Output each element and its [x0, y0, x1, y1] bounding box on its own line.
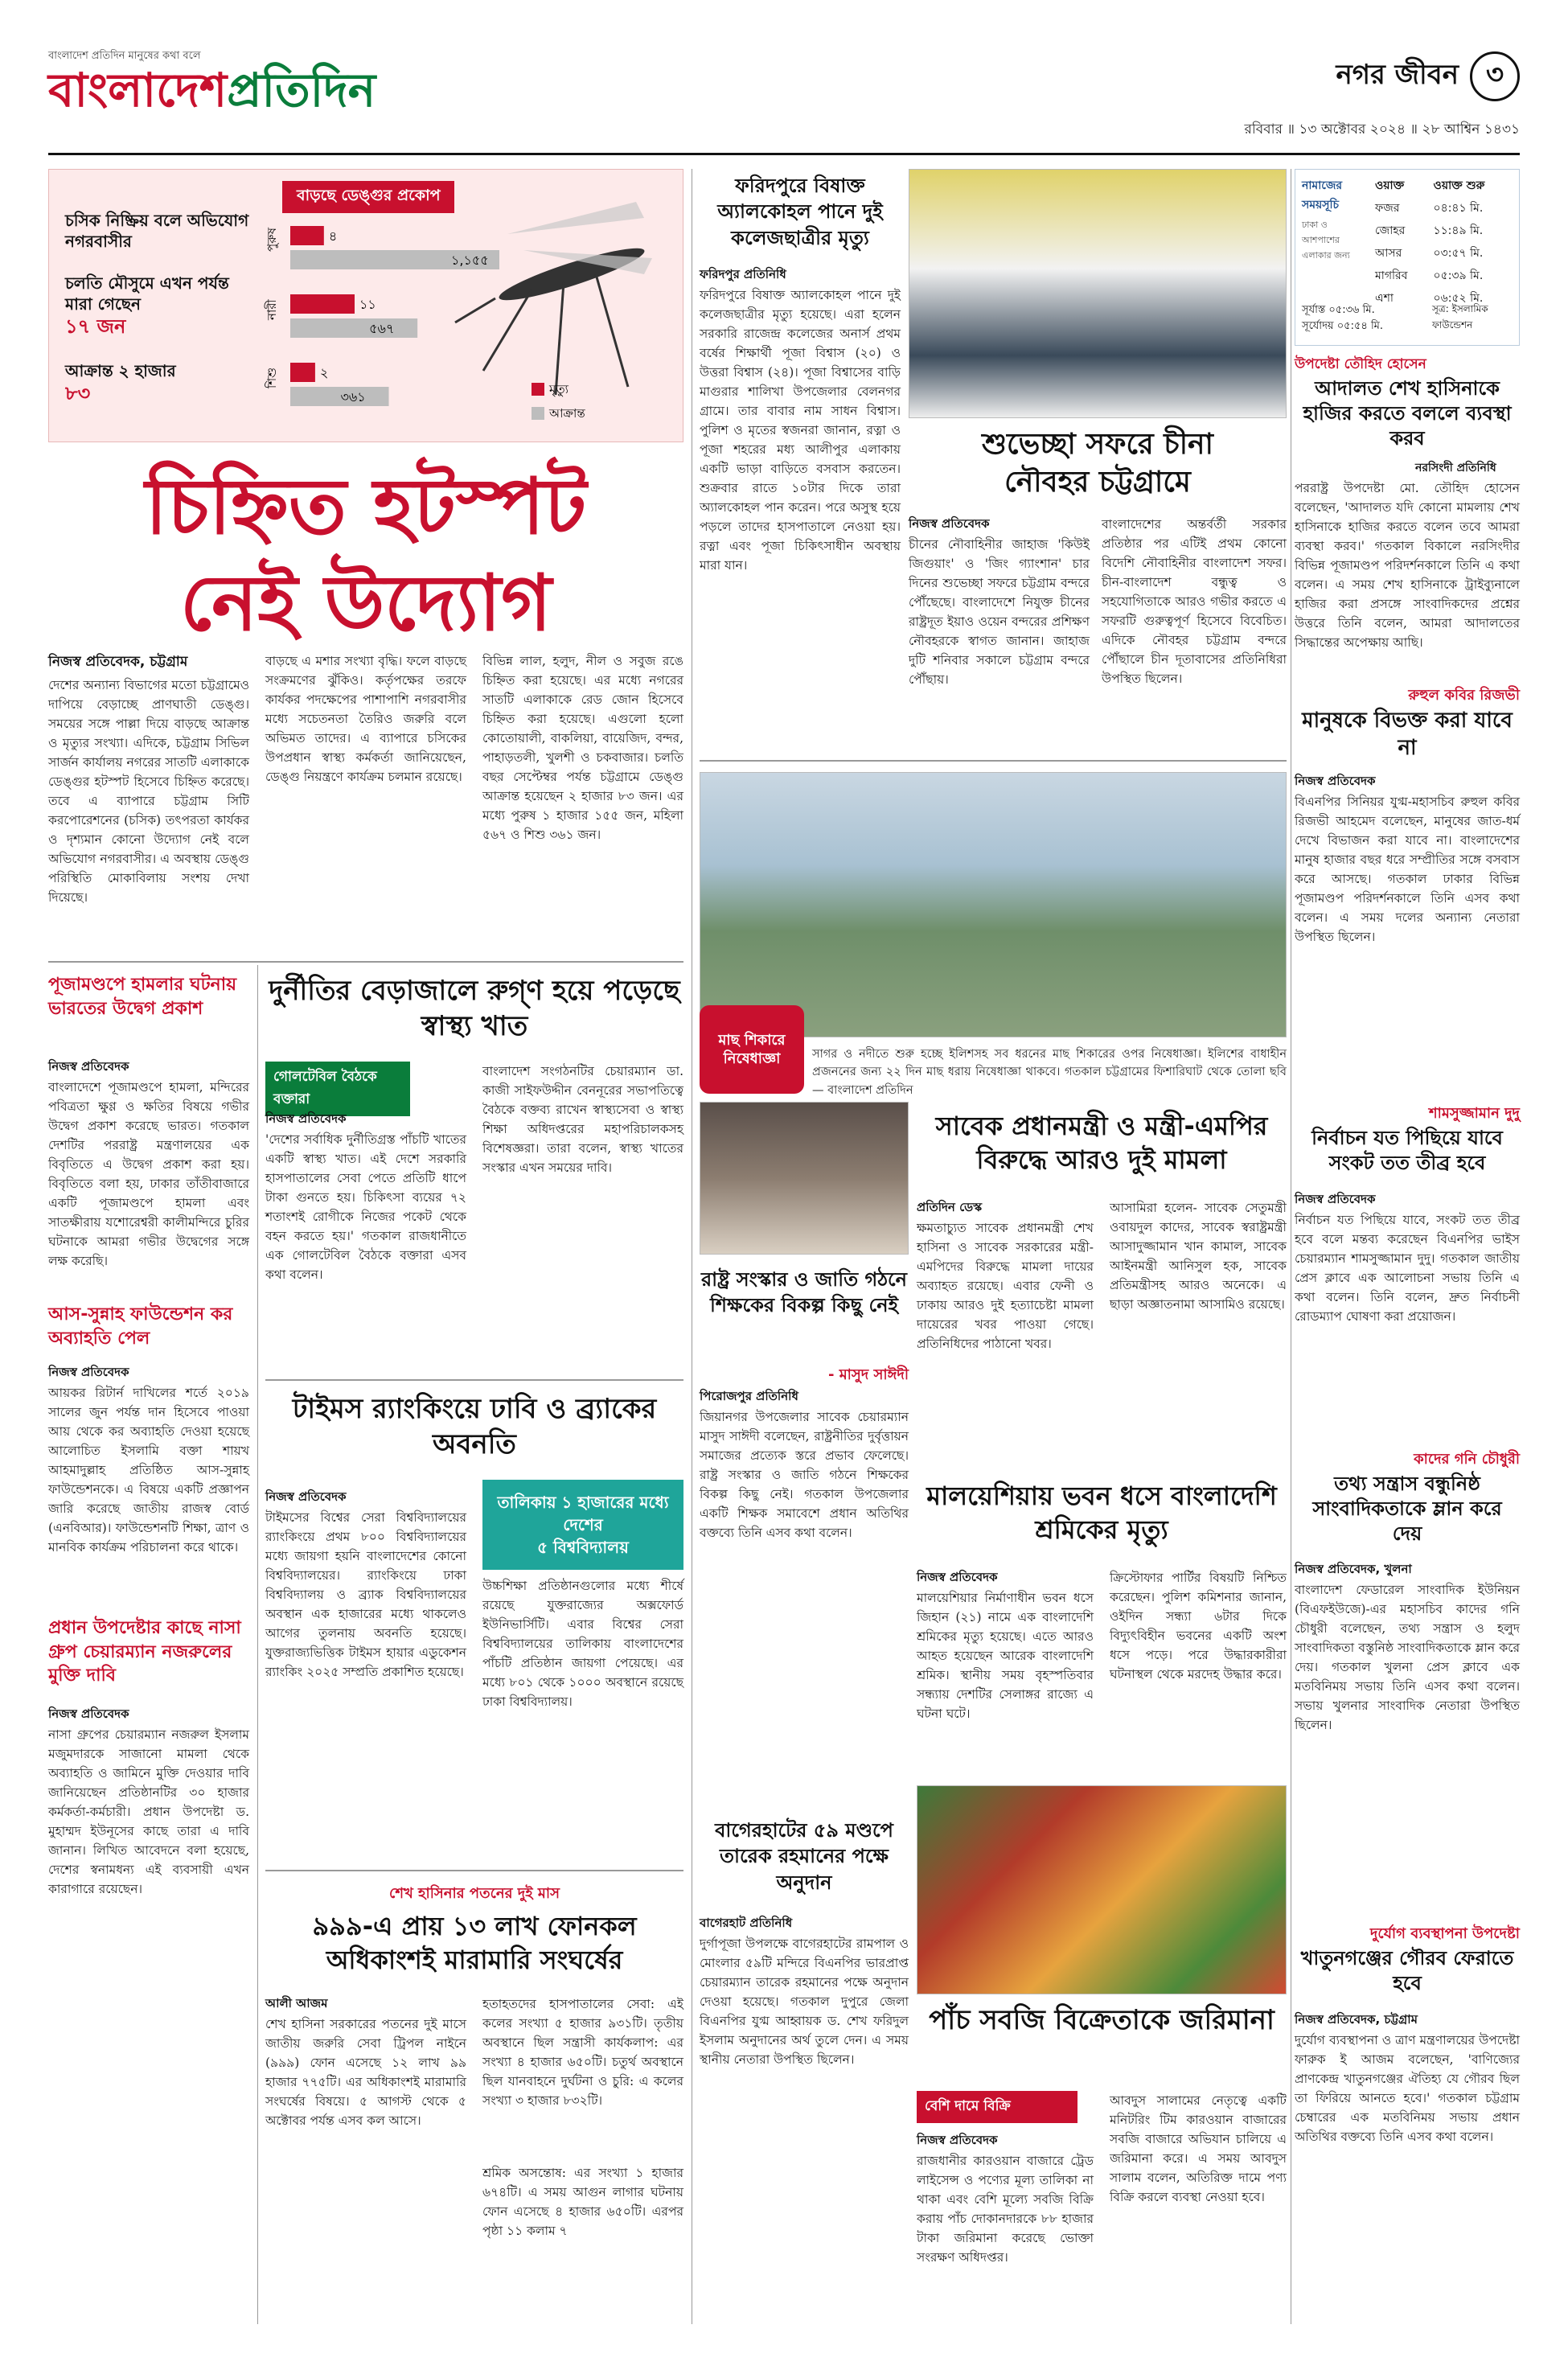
reform-photo [700, 1102, 909, 1255]
fishing-badge-line-2: নিষেধাজ্ঞা [723, 1050, 781, 1067]
dudu-body: নির্বাচন যত পিছিয়ে যাবে, সংকট তত তীব্র হবে বলে মন্তব্য করেছেন বিএনপির ভাইস চেয়ারম্যান শামসুজ্জামান দুদু। গতকাল জাতীয় প্রেস ক্লাবে এক আলোচনা সভায় তিনি এ কথা বলেন। তিনি বলেন, দ্রুত নির্বাচনী রোডম্যাপ ঘোষণা করা প্রয়োজন। [1295, 1213, 1520, 1325]
section-name: নগর জীবন [1336, 58, 1459, 91]
dengue-infected-label: ৩৬১ [340, 389, 366, 405]
legend-death-label: মৃত্যু [549, 382, 569, 396]
prayer-row: ফজর ০৪:৪১ মি. [1375, 202, 1484, 215]
poison-headline: ফরিদপুরে বিষাক্ত অ্যালকোহল পানে দুই কলেজছাত্রীর মৃত্যু [717, 175, 883, 249]
section-header [1262, 48, 1520, 105]
cases-body-1: ক্ষমতাচ্যুত সাবেক প্রধানমন্ত্রী শেখ হাসিনা ও সাবেক সরকারের মন্ত্রী-এমপিদের বিরুদ্ধে মামলা দায়ের অব্যাহত রয়েছে। এবার ফেনী ও ঢাকায় আরও দুই হত্যাচেষ্টা মামলা দায়েরের খবর পাওয়া গেছে। প্রতিনিধিদের পাঠানো খবর। [917, 1221, 1094, 1352]
prayer-row: মাগরিব ০৫:৩৯ মি. [1375, 269, 1484, 282]
lead-headline-line-2: নেই উদ্যোগ [180, 558, 552, 648]
reform-headline: রাষ্ট্র সংস্কার ও জাতি গঠনে শিক্ষকের বিকল্প কিছু নেই [700, 1268, 907, 1317]
prayer-table [1372, 175, 1517, 310]
call999-byline: আলী আজম [265, 1996, 328, 2011]
dengue-death-label: ১১ [359, 297, 376, 312]
nasa-byline: নিজস্ব প্রতিবেদক [48, 1707, 129, 1721]
reform-quote-by: - মাসুদ সাঈদী [827, 1366, 909, 1383]
journalists-byline: নিজস্ব প্রতিবেদক, খুলনা [1295, 1562, 1412, 1576]
dengue-infected-label: ১,১৫৫ [451, 253, 489, 268]
assunnah-headline: আস-সুন্নাহ ফাউন্ডেশন কর অব্যাহতি পেল [48, 1304, 233, 1349]
nasa-headline: প্রধান উপদেষ্টার কাছে নাসা গ্রুপ চেয়ারম্যান নজরুলের মুক্তি দাবি [48, 1618, 241, 1686]
navy-body-2: বাংলাদেশের অন্তর্বর্তী সরকার প্রতিষ্ঠার পর এটিই প্রথম কোনো বিদেশি নৌবাহিনীর বাংলাদেশ সফর। চীন-বাংলাদেশ বন্ধুত্ব ও সহযোগিতাকে আরও গভীর করতে এ সফরটি গুরুত্বপূর্ণ হিসেবে বিবেচিত। এদিকে নৌবহর চট্টগ্রাম বন্দরে পৌঁছালে চীন দূতাবাসের প্রতিনিধিরা উপস্থিত ছিলেন। [1102, 517, 1287, 687]
health-headline: দুর্নীতির বেড়াজালে রুগ্ণ হয়ে পড়েছে স্বাস্থ্য খাত [269, 975, 680, 1043]
navy-photo [909, 169, 1287, 418]
malaysia-headline: মালয়েশিয়ায় ভবন ধসে বাংলাদেশি শ্রমিকের মৃত্যু [926, 1481, 1277, 1545]
prayer-row: আসর ০৩:৫৭ মি. [1375, 247, 1484, 260]
adviser-body: পররাষ্ট্র উপদেষ্টা মো. তৌহিদ হোসেন বলেছেন, 'আদালত যদি কোনো মামলায় শেখ হাসিনাকে হাজির করতে বলেন তবে আমরা ব্যবস্থা করব।' গতকাল বিকালে নরসিংদীর বিভিন্ন পূজামণ্ডপ পরিদর্শনকালে তিনি এ কথা বলেন। এ সময় শেখ হাসিনাকে ট্রাইব্যুনালে হাজির করা প্রসঙ্গে সাংবাদিকদের প্রশ্নের উত্তরে তিনি বলেন, আমরা আদালতের সিদ্ধান্তের অপেক্ষায় আছি। [1295, 481, 1520, 651]
times-callout [482, 1480, 683, 1570]
page-number: ৩ [1470, 51, 1520, 101]
dateline: রবিবার ॥ ১৩ অক্টোবর ২০২৪ ॥ ২৮ আশ্বিন ১৪৩১ [1244, 121, 1520, 138]
lead-col-3: বিভিন্ন লাল, হলুদ, নীল ও সবুজ রঙে চিহ্নিত করা হয়েছে। এর মধ্যে নগরের সাতটি এলাকাকে রেড জোন হিসেবে চিহ্নিত করা হয়েছে। এগুলো হলো কোতোয়ালী, বাকলিয়া, বায়েজিদ, বন্দর, পাহাড়তলী, খুলশী ও চকবাজার। চলতি বছর সেপ্টেম্বর পর্যন্ত চট্টগ্রামে ডেঙ্গু আক্রান্ত হয়েছেন ২ হাজার ৮৩ জন। এর মধ্যে পুরুষ ১ হাজার ১৫৫ জন, মহিলা ৫৬৭ ও শিশু ৩৬১ জন। [482, 654, 683, 843]
call999-headline: ৯৯৯-এ প্রায় ১৩ লাখ ফোনকল অধিকাংশই মারামারি সংঘর্ষের [312, 1911, 637, 1975]
navy-headline-line-1: শুভেচ্ছা সফরে চীনা [982, 428, 1213, 461]
nasa-body: নাসা গ্রুপের চেয়ারম্যান নজরুল ইসলাম মজুমদারকে সাজানো মামলা থেকে অব্যাহতি ও জামিনে মুক্তি দেওয়ার দাবি জানিয়েছেন প্রতিষ্ঠানটির ৩০ হাজার কর্মকর্তা-কর্মচারী। প্রধান উপদেষ্টা ড. মুহাম্মদ ইউনূসের কাছে তারা এ দাবি জানান। লিখিত আবেদনে বলা হয়েছে, দেশের স্বনামধন্য এই ব্যবসায়ী এখন কারাগারে রয়েছেন। [48, 1727, 249, 1897]
health-tag: গোলটেবিল বৈঠকে বক্তারা [265, 1062, 410, 1116]
dengue-legend [532, 382, 585, 421]
section-divider [700, 760, 1287, 762]
rizvi-byline: নিজস্ব প্রতিবেদক [1295, 774, 1376, 788]
dengue-point-3: আক্রান্ত ২ হাজার ৮৩ [65, 361, 176, 405]
navy-headline [909, 426, 1287, 502]
journalists-headline: তথ্য সন্ত্রাস বন্ধুনিষ্ঠ সাংবাদিকতাকে ম্লান করে দেয় [1312, 1472, 1502, 1546]
prayer-col-time: ওয়াক্ত [1375, 179, 1405, 192]
health-body-2: বাংলাদেশ সংগঠনটির চেয়ারম্যান ডা. কাজী সাইফউদ্দীন বেননূরের সভাপতিত্বে বৈঠকে বক্তব্য রাখেন স্বাস্থ্যসেবা ও স্বাস্থ্য শিক্ষা অধিদপ্তরের মহাপরিচালকসহ বিশেষজ্ঞরা। তারা বলেন, স্বাস্থ্য খাতের সংস্কার এখন সময়ের দাবি। [482, 1064, 683, 1176]
legend-infected-label: আক্রান্ত [549, 406, 585, 421]
rizvi-headline: মানুষকে বিভক্ত করা যাবে না [1302, 709, 1513, 760]
malaysia-body-1: মালয়েশিয়ার নির্মাণাধীন ভবন ধসে জিহান (২১) নামে এক বাংলাদেশি শ্রমিকের মৃত্যু হয়েছে। এতে আরও আহত হয়েছেন আরেক বাংলাদেশি শ্রমিক। স্থানীয় সময় বৃহস্পতিবার সন্ধ্যায় দেশটির সেলাঙ্গর রাজ্যে এ ঘটনা ঘটে। [917, 1591, 1094, 1722]
fishing-badge [700, 1005, 804, 1094]
malaysia-byline: নিজস্ব প্রতিবেদক [917, 1570, 998, 1584]
prayer-row: এশা ০৬:৫২ মি. [1375, 292, 1484, 305]
puja-byline: নিজস্ব প্রতিবেদক [48, 1059, 129, 1074]
dengue-row-label: নারী [265, 299, 279, 320]
poison-byline: ফরিদপুর প্রতিনিধি [700, 267, 786, 281]
section-divider [48, 961, 683, 963]
dengue-infected-label: ৫৬৭ [369, 321, 395, 336]
khatun-headline: খাতুনগঞ্জের গৌরব ফেরাতে হবে [1300, 1947, 1514, 1995]
call999-kicker: শেখ হাসিনার পতনের দুই মাস [389, 1885, 560, 1902]
khatun-kicker: দুর্যোগ ব্যবস্থাপনা উপদেষ্টা [1369, 1925, 1520, 1942]
puja-body: বাংলাদেশে পূজামণ্ডপে হামলা, মন্দিরের পবিত্রতা ক্ষুণ্ণ ও ক্ষতির বিষয়ে গভীর উদ্বেগ প্রকাশ করেছে ভারত। গতকাল দেশটির পররাষ্ট্র মন্ত্রণালয়ের এক বিবৃতিতে এ উদ্বেগ প্রকাশ করা হয়। বিবৃতিতে বলা হয়, ঢাকার তাঁতীবাজারে একটি পূজামণ্ডপে হামলা এবং সাতক্ষীরায় যশোরেশ্বরী কালীমন্দিরে চুরির ঘটনাকে আমরা গভীর উদ্বেগের সঙ্গে লক্ষ করেছি। [48, 1080, 249, 1269]
dengue-death-bar [290, 294, 355, 314]
dengue-row-label: পুরুষ [265, 228, 279, 252]
malaysia-body-2: ক্রিস্টোফার পার্টির বিষয়টি নিশ্চিত করেছেন। পুলিশ কমিশনার জানান, ওইদিন সন্ধ্যা ৬টার দিকে বিদ্যুৎবিহীন ভবনের একটি অংশ ধসে পড়ে। পরে উদ্ধারকারীরা ঘটনাস্থল থেকে মরদেহ উদ্ধার করে। [1110, 1571, 1287, 1682]
dengue-points [65, 210, 258, 427]
times-headline: টাইমস র‍্যাংকিংয়ে ঢাবি ও ব্র্যাকের অবনতি [292, 1393, 657, 1461]
dengue-death-bar [290, 363, 315, 382]
masthead-logo [48, 48, 402, 145]
tarek-body: দুর্গাপূজা উপলক্ষে বাগেরহাটের রামপাল ও মোংলার ৫৯টি মন্দিরে বিএনপির ভারপ্রাপ্ত চেয়ারম্যান তারেক রহমানের পক্ষে অনুদান দেওয়া হয়েছে। গতকাল দুপুরে জেলা বিএনপির যুগ্ম আহ্বায়ক ড. শেখ ফরিদুল ইসলাম অনুদানের অর্থ তুলে দেন। এ সময় স্থানীয় নেতারা উপস্থিত ছিলেন। [700, 1937, 909, 2068]
call999-body-3: শ্রমিক অসন্তোষ: এর সংখ্যা ১ হাজার ৬৭৪টি। এ সময় আগুন লাগার ঘটনায় ফোন এসেছে ৪ হাজার ৬৫০টি। এরপর পৃষ্ঠা ১১ কলাম ৭ [482, 2166, 683, 2239]
dengue-infected-bar [290, 387, 389, 406]
journalists-body: বাংলাদেশ ফেডারেল সাংবাদিক ইউনিয়ন (বিএফইউজে)-এর মহাসচিব কাদের গনি চৌধুরী বলেছেন, তথ্য সন্ত্রাস ও হলুদ সাংবাদিকতা বস্তুনিষ্ঠ সাংবাদিকতাকে ম্লান করে দেয়। গতকাল খুলনা প্রেস ক্লাবে এক মতবিনিময় সভায় তিনি এসব কথা বলেন। সভায় খুলনার সাংবাদিক নেতারা উপস্থিত ছিলেন। [1295, 1583, 1520, 1733]
navy-headline-line-2: নৌবহর চট্টগ্রামে [1004, 465, 1191, 499]
mosquito-icon [455, 202, 652, 395]
prayer-times [1295, 169, 1520, 346]
fishing-photo [700, 772, 1287, 1037]
navy-body-1: চীনের নৌবাহিনীর জাহাজ 'কিউই জিগুয়াং' ও 'জিং গ্যাংশান' চার দিনের শুভেচ্ছা সফরে চট্টগ্রাম বন্দরে পৌঁছেছে। বাংলাদেশে নিযুক্ত চীনের রাষ্ট্রদূত ইয়াও ওয়েন বন্দরের প্রশিক্ষণ নৌবহরকে স্বাগত জানান। জাহাজ দুটি শনিবার সকালে চট্টগ্রাম বন্দরে পৌঁছায়। [909, 537, 1090, 688]
lead-headline [48, 458, 683, 651]
rizvi-body: বিএনপির সিনিয়র যুগ্ম-মহাসচিব রুহুল কবির রিজভী আহমেদ বলেছেন, মানুষের জাত-ধর্ম দেখে বিভাজন করা যাবে না। বাংলাদেশের মানুষ হাজার বছর ধরে সম্প্রীতির সঙ্গে বসবাস করে আসছে। গতকাল ঢাকার বিভিন্ন পূজামণ্ডপ পরিদর্শনকালে তিনি এসব কথা বলেন। এ সময় দলের অন্যান্য নেতারা উপস্থিত ছিলেন। [1295, 795, 1520, 945]
veg-body-2: আবদুস সালামের নেতৃত্বে একটি মনিটরিং টিম কারওয়ান বাজারের সবজি বাজারে অভিযান চালিয়ে এ জরিমানা করে। এ সময় আবদুস সালাম বলেন, অতিরিক্ত দামে পণ্য বিক্রি করলে ব্যবস্থা নেওয়া হবে। [1110, 2093, 1287, 2205]
veg-headline: পাঁচ সবজি বিক্রেতাকে জরিমানা [929, 2004, 1275, 2036]
dengue-point-2: চলতি মৌসুমে এখন পর্যন্ত মারা গেছেন ১৭ জন [65, 273, 229, 338]
dengue-infected-bar [290, 318, 417, 338]
tarek-byline: বাগেরহাট প্রতিনিধি [700, 1916, 793, 1930]
dengue-death-label: ৪ [328, 228, 338, 244]
dengue-infographic [48, 169, 683, 442]
times-callout-line-2: ৫ বিশ্ববিদ্যালয় [537, 1538, 629, 1557]
call999-body-2: হতাহতদের হাসপাতালের সেবা: এই কলের সংখ্যা ৫ হাজার ৯৩১টি। তৃতীয় অবস্থানে ছিল সন্ত্রাসী কার্যকলাপ: এর সংখ্যা ৪ হাজার ৬৫০টি। চতুর্থ অবস্থানে ছিল যানবাহনে দুর্ঘটনা ও চুরি: এ কলের সংখ্যা ৩ হাজার ৮৩২টি। [482, 1997, 683, 2109]
khatun-byline: নিজস্ব প্রতিবেদক, চট্টগ্রাম [1295, 2012, 1418, 2027]
fishing-badge-line-1: মাছ শিকারে [718, 1031, 786, 1049]
cases-body-2: আসামিরা হলেন- সাবেক সেতুমন্ত্রী ওবায়দুল কাদের, সাবেক স্বরাষ্ট্রমন্ত্রী আসাদুজ্জামান খান কামাল, সাবেক আইনমন্ত্রী আনিসুল হক, সাবেক প্রতিমন্ত্রীসহ আরও অনেকে। এ ছাড়া অজ্ঞাতনামা আসামিও রয়েছে। [1110, 1201, 1287, 1312]
navy-byline: নিজস্ব প্রতিবেদক [909, 516, 990, 531]
adviser-kicker: উপদেষ্টা তৌহিদ হোসেন [1295, 356, 1426, 372]
dudu-kicker: শামসুজ্জামান দুদু [1428, 1105, 1520, 1122]
dengue-death-total: ১৭ জন [65, 315, 126, 338]
section-divider [265, 1379, 683, 1381]
journalists-kicker: কাদের গনি চৌধুরী [1414, 1451, 1520, 1468]
dengue-death-bar [290, 226, 324, 245]
lead-col-1: দেশের অন্যান্য বিভাগের মতো চট্টগ্রামেও দাপিয়ে বেড়াচ্ছে প্রাণঘাতী ডেঙ্গু। সময়ের সঙ্গে পাল্লা দিয়ে বাড়ছে আক্রান্ত ও মৃত্যুর সংখ্যা। এদিকে, চট্টগ্রাম সিভিল সার্জন কার্যালয় নগরের সাতটি এলাকাকে ডেঙ্গুর হটস্পট হিসেবে চিহ্নিত করেছে। তবে এ ব্যাপারে চট্টগ্রাম সিটি করপোরেশনের (চসিক) তৎপরতা কার্যকর ও দৃশ্যমান কোনো উদ্যোগ নেই বলে অভিযোগ নগরবাসীর। এ অবস্থায় ডেঙ্গু পরিস্থিতি মোকাবিলায় সংশয় দেখা দিয়েছে। [48, 678, 249, 906]
dengue-row-label: শিশু [265, 367, 279, 388]
call999-body-1: শেখ হাসিনা সরকারের পতনের দুই মাসে জাতীয় জরুরি সেবা ট্রিপল নাইনে (৯৯৯) ফোন এসেছে ১২ লাখ ৯৯ হাজার ৭৭৫টি। এর অধিকাংশই মারামারি সংঘর্ষের বিষয়ে। ৫ আগস্ট থেকে ৫ অক্টোবর পর্যন্ত এসব কল আসে। [265, 2017, 466, 2129]
fishing-caption: সাগর ও নদীতে শুরু হচ্ছে ইলিশসহ সব ধরনের মাছ শিকারের ওপর নিষেধাজ্ঞা। ইলিশের বাধাহীন প্রজননের জন্য ২২ দিন মাছ ধরায় নিষেধাজ্ঞা থাকবে। গতকাল চট্টগ্রামের ফিশারিঘাট থেকে তোলা ছবি — বাংলাদেশ প্রতিদিন [812, 1048, 1287, 1097]
dengue-chart [266, 186, 668, 435]
masthead-name-part2: প্রতিদিন [227, 63, 376, 117]
times-body-2: উচ্চশিক্ষা প্রতিষ্ঠানগুলোর মধ্যে শীর্ষে রয়েছে যুক্তরাজ্যের অক্সফোর্ড ইউনিভার্সিটি। এবার বিশ্বের সেরা বিশ্ববিদ্যালয়ের তালিকায় বাংলাদেশের পাঁচটি প্রতিষ্ঠান জায়গা পেয়েছে। এর মধ্যে ৮০১ থেকে ১০০০ অবস্থানে রয়েছে ঢাকা বিশ্ববিদ্যালয়। [482, 1579, 683, 1710]
tarek-headline: বাগেরহাটের ৫৯ মণ্ডপে তারেক রহমানের পক্ষে অনুদান [715, 1819, 893, 1894]
dengue-infected-total: ৮৩ [65, 382, 91, 405]
rizvi-kicker: রুহুল কবির রিজভী [1408, 687, 1520, 704]
assunnah-byline: নিজস্ব প্রতিবেদক [48, 1365, 129, 1379]
dengue-title: বাড়ছে ডেঙ্গুর প্রকোপ [282, 181, 454, 213]
cases-byline: প্রতিদিন ডেস্ক [917, 1200, 983, 1214]
veg-body-1: রাজধানীর কারওয়ান বাজারে ট্রেড লাইসেন্স ও পণ্যের মূল্য তালিকা না থাকা এবং বেশি মূল্যে সবজি বিক্রি করায় পাঁচ দোকানদারকে ৮৮ হাজার টাকা জরিমানা করেছে ভোক্তা সংরক্ষণ অধিদপ্তর। [917, 2154, 1094, 2265]
prayer-source: সূত্র: ইসলামিক ফাউন্ডেশন [1432, 303, 1488, 331]
dengue-point-1: চসিক নিষ্ক্রিয় বলে অভিযোগ নগরবাসীর [65, 211, 249, 251]
dudu-byline: নিজস্ব প্রতিবেদক [1295, 1192, 1376, 1206]
prayer-col-start: ওয়াক্ত শুরু [1433, 179, 1485, 192]
masthead-name [48, 65, 402, 117]
reform-byline: পিরোজপুর প্রতিনিধি [700, 1389, 798, 1403]
health-body-1: 'দেশের সর্বাধিক দুর্নীতিগ্রস্ত পাঁচটি খাতের একটি স্বাস্থ্য খাত। এই দেশে সরকারি হাসপাতালের সেবা পেতে প্রতিটি ধাপে টাকা গুনতে হয়। চিকিৎসা ব্যয়ের ৭২ শতাংশই রোগীকে নিজের পকেট থেকে বহন করতে হয়।' গতকাল রাজধানীতে এক গোলটেবিল বৈঠকে বক্তারা এসব কথা বলেন। [265, 1132, 466, 1283]
dudu-headline: নির্বাচন যত পিছিয়ে যাবে সংকট তত তীব্র হবে [1311, 1127, 1503, 1175]
fishing-credit: বাংলাদেশ প্রতিদিন [827, 1083, 913, 1097]
prayer-title: নামাজের সময়সূচি [1302, 179, 1343, 212]
prayer-sunrise: সূর্যোদয় ০৫:৫৪ মি. [1302, 320, 1384, 332]
top-rule [48, 153, 1520, 155]
lead-byline: নিজস্ব প্রতিবেদক, চট্টগ্রাম [48, 654, 188, 670]
masthead-name-part1: বাংলাদেশ [48, 63, 228, 117]
times-byline: নিজস্ব প্রতিবেদক [265, 1489, 347, 1504]
assunnah-body: আয়কর রিটার্ন দাখিলের শর্তে ২০১৯ সালের জুন পর্যন্ত দান হিসেবে পাওয়া আয় থেকে কর অব্যাহতি দেওয়া হয়েছে আলোচিত ইসলামি বক্তা শায়খ আহমাদুল্লাহ প্রতিষ্ঠিত আস-সুন্নাহ ফাউন্ডেশনকে। এ বিষয়ে একটি প্রজ্ঞাপন জারি করেছে জাতীয় রাজস্ব বোর্ড (এনবিআর)। ফাউন্ডেশনটি শিক্ষা, ত্রাণ ও মানবিক কার্যক্রম পরিচালনা করে থাকে। [48, 1386, 249, 1555]
prayer-subtitle: ঢাকা ও আশপাশের এলাকার জন্য [1302, 220, 1350, 261]
khatun-body: দুর্যোগ ব্যবস্থাপনা ও ত্রাণ মন্ত্রণালয়ের উপদেষ্টা ফারুক ই আজম বলেছেন, 'বাণিজ্যের প্রাণকেন্দ্র খাতুনগঞ্জের ঐতিহ্য যে গৌরব ছিল তা ফিরিয়ে আনতে হবে।' গতকাল চট্টগ্রাম চেম্বারের এক মতবিনিময় সভায় প্রধান অতিথির বক্তব্যে তিনি এসব কথা বলেন। [1295, 2033, 1520, 2145]
adviser-headline: আদালত শেখ হাসিনাকে হাজির করতে বললে ব্যবস্থা করব [1303, 377, 1512, 450]
column-divider [257, 965, 258, 2324]
veg-byline: নিজস্ব প্রতিবেদক [917, 2133, 998, 2147]
veg-tag: বেশি দামে বিক্রি [917, 2091, 1077, 2123]
section-divider [265, 1870, 683, 1871]
adviser-byline: নরসিংদী প্রতিনিধি [1415, 462, 1496, 474]
masthead-tagline: বাংলাদেশ প্রতিদিন মানুষের কথা বলে [48, 50, 201, 62]
cases-headline: সাবেক প্রধানমন্ত্রী ও মন্ত্রী-এমপির বিরুদ্ধে আরও দুই মামলা [935, 1111, 1268, 1175]
veg-photo [917, 1785, 1287, 1994]
prayer-row: জোহর ১১:৪৯ মি. [1375, 224, 1484, 237]
dengue-death-label: ২ [319, 365, 329, 380]
reform-body: জিয়ানগর উপজেলার সাবেক চেয়ারম্যান মাসুদ সাঈদী বলেছেন, রাষ্ট্রনীতির দুর্বৃত্তায়ন সমাজের প্রত্যেক স্তরে প্রভাব ফেলেছে। রাষ্ট্র সংস্কার ও জাতি গঠনে শিক্ষকের বিকল্প কিছু নেই। গতকাল উপজেলার একটি শিক্ষক সমাবেশে প্রধান অতিথির বক্তব্যে তিনি এসব কথা বলেন। [700, 1410, 909, 1541]
puja-headline: পূজামণ্ডপে হামলার ঘটনায় ভারতের উদ্বেগ প্রকাশ [48, 975, 237, 1019]
lead-headline-line-1: চিহ্নিত হটস্পট [145, 462, 587, 552]
health-byline: নিজস্ব প্রতিবেদক [265, 1111, 347, 1126]
prayer-sunset: সূর্যাস্ত ০৫:৩৬ মি. [1302, 304, 1375, 316]
lead-col-2: বাড়ছে এ মশার সংখ্যা বৃদ্ধি। ফলে বাড়ছে সংক্রমণের ঝুঁকিও। কর্তৃপক্ষের তরফে কার্যকর পদক্ষেপের পাশাপাশি নগরবাসীর মধ্যে সচেতনতা তৈরিও জরুরি বলে অভিমত তাদের। এ ব্যাপারে চসিকের উপপ্রধান স্বাস্থ্য কর্মকর্তা জানিয়েছেন, ডেঙ্গু নিয়ন্ত্রণে কার্যক্রম চলমান রয়েছে। [265, 654, 466, 785]
times-body-1: টাইমসের বিশ্বের সেরা বিশ্ববিদ্যালয়ের র‍্যাংকিংয়ে প্রথম ৮০০ বিশ্ববিদ্যালয়ের মধ্যে জায়গা হয়নি বাংলাদেশের কোনো বিশ্ববিদ্যালয়ের। র‍্যাংকিংয়ে ঢাকা বিশ্ববিদ্যালয় ও ব্র্যাক বিশ্ববিদ্যালয়ের অবস্থান এক হাজারের মধ্যে থাকলেও আগের তুলনায় অবনতি হয়েছে। যুক্তরাজ্যভিত্তিক টাইমস হায়ার এডুকেশন র‍্যাংকিং ২০২৫ সম্প্রতি প্রকাশিত হয়েছে। [265, 1510, 466, 1680]
times-callout-line-1: তালিকায় ১ হাজারের মধ্যে দেশের [497, 1493, 669, 1534]
poison-body: ফরিদপুরে বিষাক্ত অ্যালকোহল পানে দুই কলেজছাত্রীর মৃত্যু হয়েছে। এরা হলেন সরকারি রাজেন্দ্র কলেজের অনার্স প্রথম বর্ষের শিক্ষার্থী পূজা বিশ্বাস (২০) ও উত্তরা বিশ্বাস (২৪)। পূজা বিশ্বাসের বাড়ি মাগুরার শালিখা উপজেলার বেলনগর গ্রামে। তার বাবার নাম সাধন বিশ্বাস। পুলিশ ও মৃতের স্বজনরা জানান, রত্না ও পূজা শহরের মধ্য আলীপুর এলাকায় একটি ভাড়া বাড়িতে বসবাস করতেন। শুক্রবার রাতে ১০টার দিকে তারা অ্যালকোহল পান করেন। পরে অসুস্থ হয়ে পড়লে তাদের হাসপাতালে নেওয়া হয়। রত্না এবং পূজা চিকিৎসাধীন অবস্থায় মারা যান। [700, 288, 901, 573]
